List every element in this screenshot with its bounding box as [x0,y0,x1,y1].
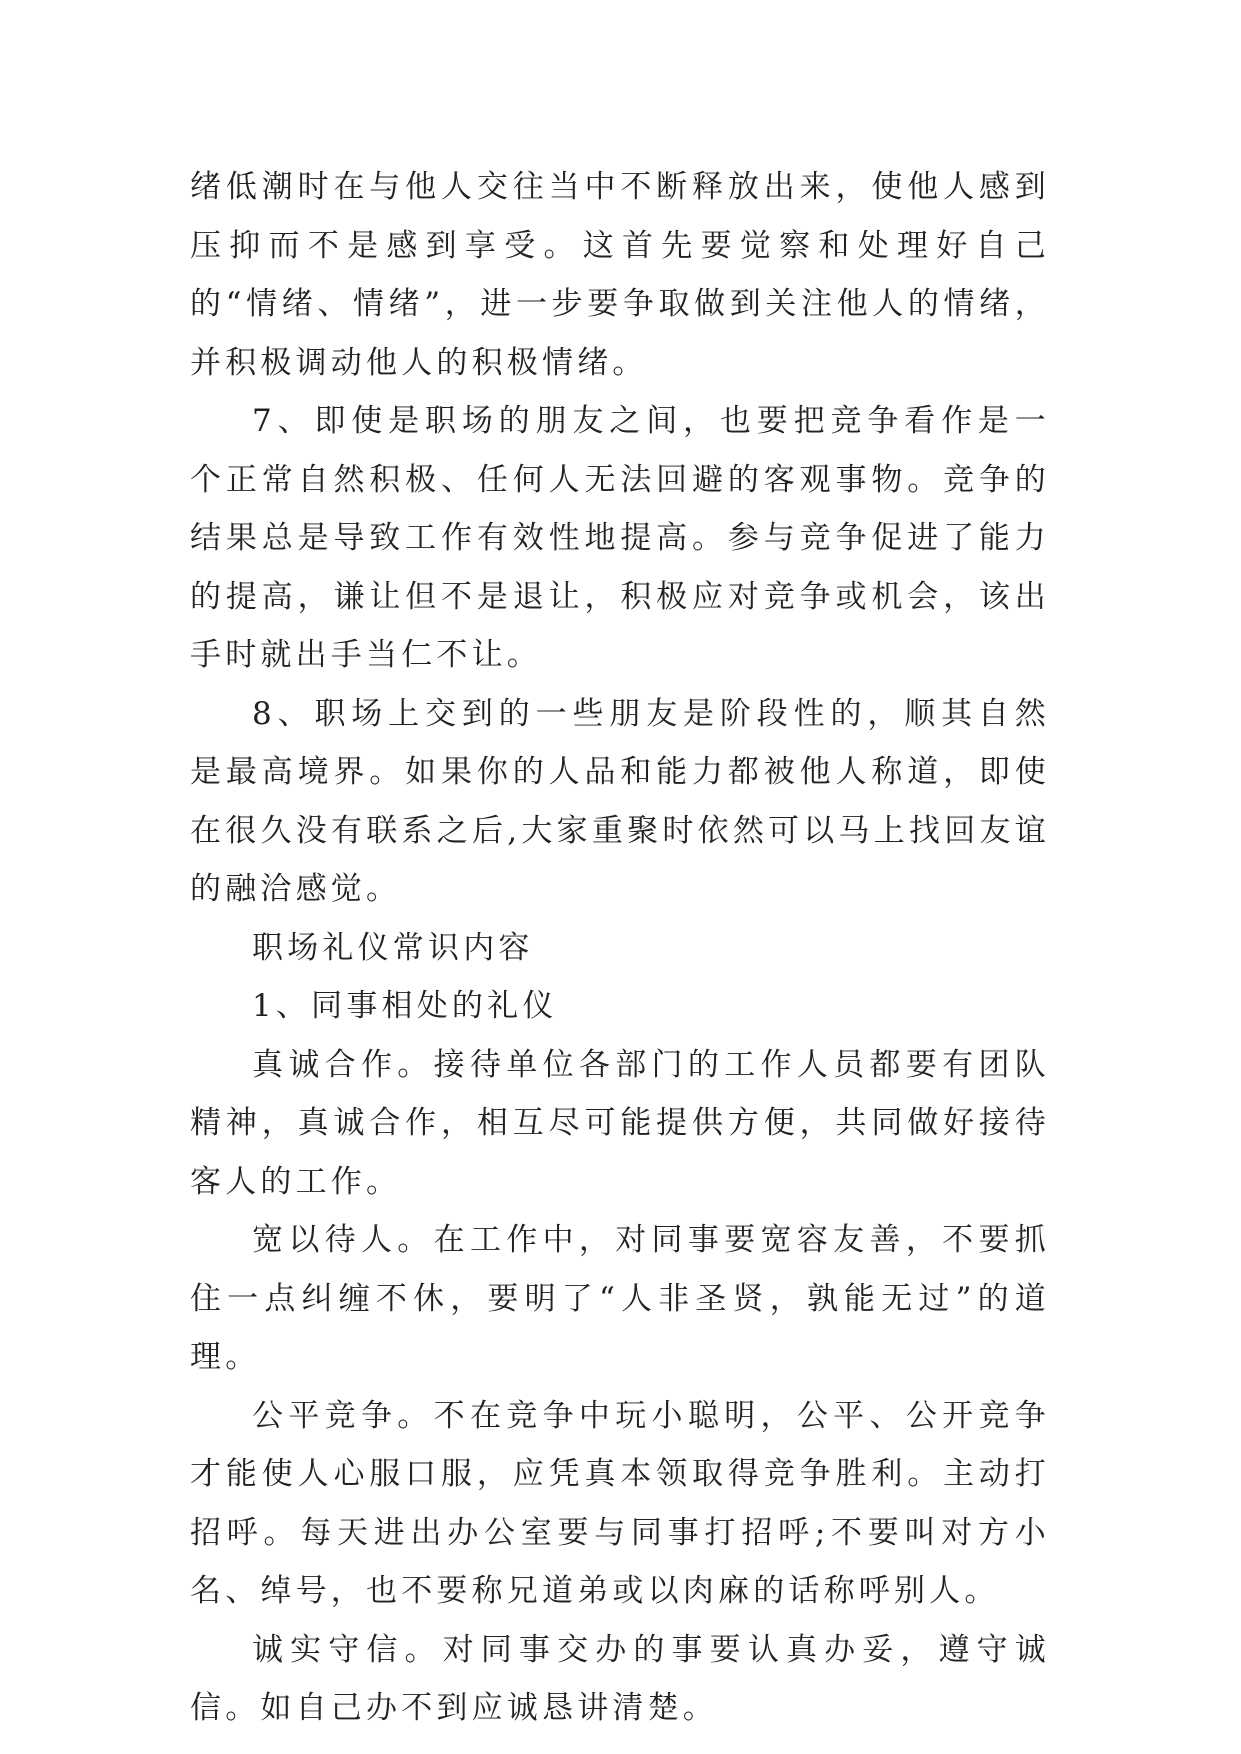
document-body [190,158,1050,1738]
paragraph-honesty: 诚实守信。对同事交办的事要认真办妥，遵守诚信。如自己办不到应诚恳讲清楚。 [190,1631,1050,1726]
paragraph-item-7: 7、即使是职场的朋友之间，也要把竞争看作是一个正常自然积极、任何人无法回避的客观事物。竞争的结果总是导致工作有效性地提高。参与竞争促进了能力的提高，谦让但不是退让，积极应对竞争或机会，该出手时就出手当仁不让。 [190,403,1050,673]
paragraph-fair-competition: 公平竞争。不在竞争中玩小聪明，公平、公开竞争才能使人心服口服，应凭真本领取得竞争胜利。主动打招呼。每天进出办公室要与同事打招呼;不要叫对方小名、绰号，也不要称兄道弟或以肉麻的话称呼别人。 [190,1397,1050,1609]
paragraph-tolerance: 宽以待人。在工作中，对同事要宽容友善，不要抓住一点纠缠不休，要明了“人非圣贤，孰能无过”的道理。 [190,1222,1050,1375]
section-heading: 职场礼仪常识内容 [252,929,534,966]
subsection-heading: 1、同事相处的礼仪 [252,988,558,1024]
paragraph-continuation: 绪低潮时在与他人交往当中不断释放出来，使他人感到压抑而不是感到享受。这首先要觉察和处理好自己的“情绪、情绪”，进一步要争取做到关注他人的情绪，并积极调动他人的积极情绪。 [190,169,1050,381]
paragraph-item-8: 8、职场上交到的一些朋友是阶段性的，顺其自然是最高境界。如果你的人品和能力都被他人称道，即使在很久没有联系之后,大家重聚时依然可以马上找回友谊的融洽感觉。 [190,695,1050,907]
paragraph-sincere-cooperation: 真诚合作。接待单位各部门的工作人员都要有团队精神，真诚合作，相互尽可能提供方便，共同做好接待客人的工作。 [190,1046,1050,1200]
